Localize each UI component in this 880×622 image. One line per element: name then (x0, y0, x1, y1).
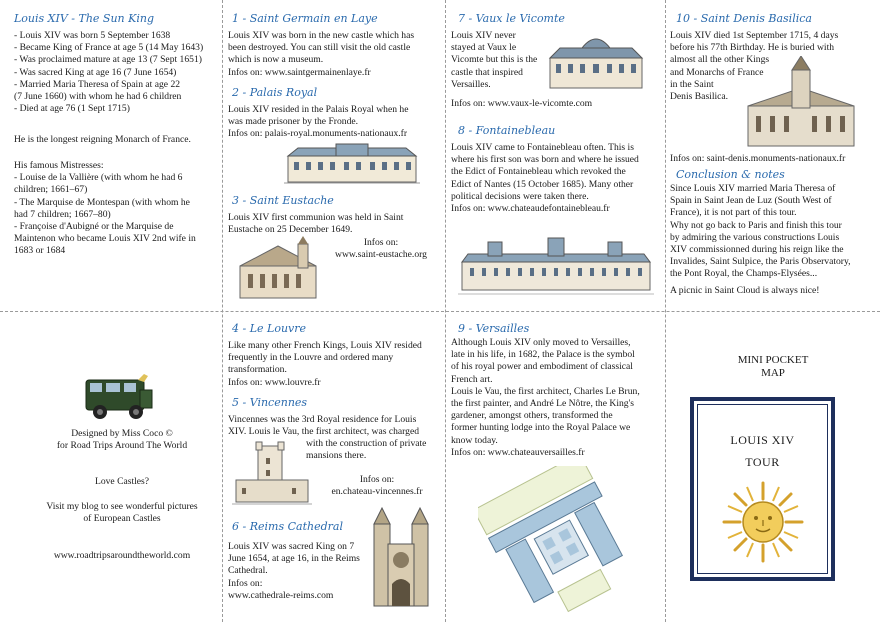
stop-6-link[interactable]: www.cathedrale-reims.com (228, 589, 334, 601)
text-line: Infos on: (228, 577, 263, 589)
credit-line: Designed by Miss Coco © (71, 428, 173, 439)
text-line: Infos on: (363, 237, 399, 248)
stop-7-link[interactable]: Infos on: www.vaux-le-vicomte.com (451, 98, 593, 109)
intro-title: Louis XIV - The Sun King (14, 12, 154, 25)
text-line: Like many other French Kings, Louis XIV resided (228, 340, 422, 351)
text-line: Louis XIV resided in the Palais Royal when he (228, 104, 409, 115)
text-line: by admiring the various constructions Louis (670, 231, 840, 243)
frame-title-line: LOUIS XIV (730, 433, 795, 447)
mistresses-list (14, 160, 196, 258)
stop-5-link[interactable]: en.chateau-vincennes.fr (331, 486, 423, 498)
blog-line: of European Castles (83, 513, 161, 525)
text-line: the Pont Royal, the Champs-Elysées... (670, 268, 818, 280)
stop-8-title: 8 - Fontainebleau (458, 124, 556, 137)
stop-7-title: 7 - Vaux le Vicomte (458, 12, 565, 25)
text-line: Cathedral. (228, 565, 268, 577)
stop-3-title: 3 - Saint Eustache (232, 194, 334, 207)
stop-9-link[interactable]: Infos on: www.chateauversailles.fr (451, 446, 585, 458)
stop-3-text (228, 212, 403, 236)
fact-line: - Was sacred King at age 16 (7 June 1654) (14, 66, 177, 78)
stop-5-infos (314, 474, 440, 498)
stop-4-link[interactable]: Infos on: www.louvre.fr (228, 376, 321, 388)
text-line: been destroyed. You can still visit the old castle (228, 42, 411, 54)
stop-5-text (228, 414, 419, 438)
text-line: Invalides, Saint Sulpice, the Paris Observatory, (670, 256, 851, 268)
fact-line: (7 June 1660) with whom he had 6 children (14, 91, 182, 103)
sun-king-icon (720, 479, 806, 565)
text-line: which is now a museum. (228, 54, 324, 66)
fold-line-horizontal (0, 311, 880, 312)
mistress-line: - Louise de la Vallière (with whom he had 6 (14, 172, 183, 184)
text-line: Why not go back to Paris and finish this tour (670, 219, 842, 231)
text-line: French art. (451, 373, 493, 385)
fact-line: - Louis XIV was born 5 September 1638 (14, 30, 171, 41)
text-line: Vincennes was the 3rd Royal residence for Louis (228, 414, 417, 425)
stop-10-title: 10 - Saint Denis Basilica (676, 12, 812, 25)
saint-eustache-illustration (232, 236, 324, 302)
text-line: June 1654, at age 16, in the Reims (228, 553, 360, 565)
text-line: and Monarchs of France (670, 66, 764, 78)
text-line: the first painter, and André Le Nôtre, the King's (451, 398, 635, 410)
stop-7-text (451, 30, 537, 91)
intro-facts (14, 30, 203, 115)
saint-denis-basilica-illustration (742, 56, 860, 150)
text-line: Louis XIV came to Fontainebleau often. This is (451, 142, 634, 153)
text-line: Louis XIV never (451, 30, 516, 41)
text-line: transformation. (228, 364, 287, 376)
text-line: Since Louis XIV married Maria Theresa of (670, 183, 836, 194)
text-line: before his 77th Birthday. He is buried with (670, 42, 835, 54)
vincennes-illustration (232, 440, 312, 510)
text-line: Although Louis XIV only moved to Versailles, (451, 337, 631, 348)
frame-title-line: TOUR (745, 455, 780, 469)
palais-royal-illustration (284, 142, 420, 186)
text-line: Louis XIV died 1st September 1715, 4 days (670, 30, 839, 41)
text-line: almost all the other Kings (670, 54, 770, 66)
cover-frame (690, 397, 835, 581)
text-line: know today. (451, 434, 498, 446)
blog-url[interactable]: www.roadtripsaroundtheworld.com (53, 550, 191, 561)
cover-heading-line: MINI POCKET (737, 354, 809, 366)
text-line: Edict of Nantes (15 October 1685). Many other (451, 178, 634, 190)
text-line: Spain in Saint Jean de Luz (South West of (670, 195, 832, 207)
stop-3-infos (322, 237, 440, 261)
text-line: of his royal power and embodiment of classical (451, 361, 633, 373)
text-line: frequently in the Louvre and ordered many (228, 352, 394, 364)
stop-2-text (228, 104, 408, 141)
text-line: Eustache on 25 December 1649. (228, 224, 353, 236)
text-line: mansions there. (306, 450, 367, 462)
stop-9-title: 9 - Versailles (458, 322, 530, 335)
mistress-line: had 7 children; 1667–80) (14, 208, 111, 220)
conclusion-text (670, 183, 851, 297)
stop-2-title: 2 - Palais Royal (232, 86, 318, 99)
text-line: castle that inspired (451, 66, 523, 78)
text-line: France), it is not part of this tour. (670, 207, 797, 219)
love-castles: Love Castles? (94, 476, 150, 487)
conclusion-title: Conclusion & notes (676, 168, 785, 181)
stop-10-link[interactable]: Infos on: saint-denis.monuments-nationaux.fr (670, 153, 846, 164)
stop-6-text (228, 541, 360, 602)
fact-line: - Became King of France at age 5 (14 May 1643) (14, 42, 204, 54)
stop-4-title: 4 - Le Louvre (232, 322, 307, 335)
text-line: late in his life, in 1682, the Palace is the symbol (451, 349, 635, 361)
text-line: Louis XIV first communion was held in Saint (228, 212, 404, 223)
text-line: political decisions were taken there. (451, 190, 589, 202)
stop-1-text (228, 30, 414, 79)
reims-cathedral-illustration (368, 504, 434, 610)
text-line: XIV commissionned during his reign like the (670, 244, 844, 256)
text-line: Vicomte but this is the (451, 54, 538, 66)
stop-8-link[interactable]: Infos on: www.chateaudefontainebleau.fr (451, 203, 610, 215)
text-line: former hunting lodge into the Royal Palace we (451, 422, 631, 434)
text-line: the Edict of Fontainebleau which revoked the (451, 166, 626, 178)
blog-line: Visit my blog to see wonderful pictures (46, 501, 198, 512)
fontainebleau-illustration (458, 232, 654, 302)
credit-line: for Road Trips Around The World (56, 440, 188, 452)
stop-5-text-right (306, 438, 426, 462)
stop-1-link[interactable]: Infos on: www.saintgermainenlaye.fr (228, 66, 371, 78)
text-line: with the construction of private (306, 438, 427, 449)
text-line: Louis le Vau, the first architect, Charles Le Brun, (451, 385, 640, 397)
mistress-line: 1683 or 1684 (14, 245, 66, 257)
cover-heading-line: MAP (761, 367, 785, 379)
text-line: was made prisoner by the Fronde. (228, 116, 359, 128)
stop-4-text (228, 340, 422, 389)
text-line: gardener, amongst others, transformed the (451, 410, 613, 422)
text-line: Louis XIV was sacred King on 7 (228, 541, 355, 552)
cover-heading (666, 354, 880, 380)
fact-line: - Died at age 76 (1 Sept 1715) (14, 103, 130, 115)
mistress-line: - Françoise d'Aubigné or the Marquise de (14, 221, 174, 233)
jeep-illustration (80, 368, 158, 426)
blog-note (22, 501, 222, 525)
text-line: Louis XIV was born in the new castle which has (228, 30, 415, 41)
mistress-line: children; 1661–67) (14, 184, 88, 196)
stop-6-title: 6 - Reims Cathedral (232, 520, 343, 533)
text-line: Versailles. (451, 78, 491, 90)
text-line: where his first son was born and where he issued (451, 154, 639, 166)
stop-3-link[interactable]: www.saint-eustache.org (335, 249, 427, 261)
stop-1-title: 1 - Saint Germain en Laye (232, 12, 378, 25)
text-line: A picnic in Saint Cloud is always nice! (670, 284, 820, 296)
mistress-line: - The Marquise de Montespan (with whom he (14, 196, 190, 208)
text-line: in the Saint (670, 78, 714, 90)
stop-9-text (451, 337, 640, 459)
reign-note: He is the longest reigning Monarch of France. (14, 134, 191, 145)
mistress-line: Maintenon who became Louis XIV 2nd wife in (14, 233, 196, 245)
credits (22, 428, 222, 452)
text-line: Denis Basilica. (670, 91, 729, 103)
stop-8-text (451, 142, 639, 215)
stop-2-link[interactable]: Infos on: palais-royal.monuments-nationaux.fr (228, 128, 408, 140)
versailles-plan-illustration (478, 466, 638, 616)
fact-line: - Married Maria Theresa of Spain at age 22 (14, 78, 181, 90)
text-line: XIV. Louis le Vau, the first architect, was charged (228, 426, 420, 438)
fact-line: - Was proclaimed mature at age 13 (7 Sept 1651) (14, 54, 202, 66)
vaux-le-vicomte-illustration (546, 32, 646, 92)
text-line: Infos on: (359, 474, 395, 485)
stop-5-title: 5 - Vincennes (232, 396, 308, 409)
mistress-line: His famous Mistresses: (14, 160, 104, 171)
text-line: stayed at Vaux le (451, 42, 517, 54)
